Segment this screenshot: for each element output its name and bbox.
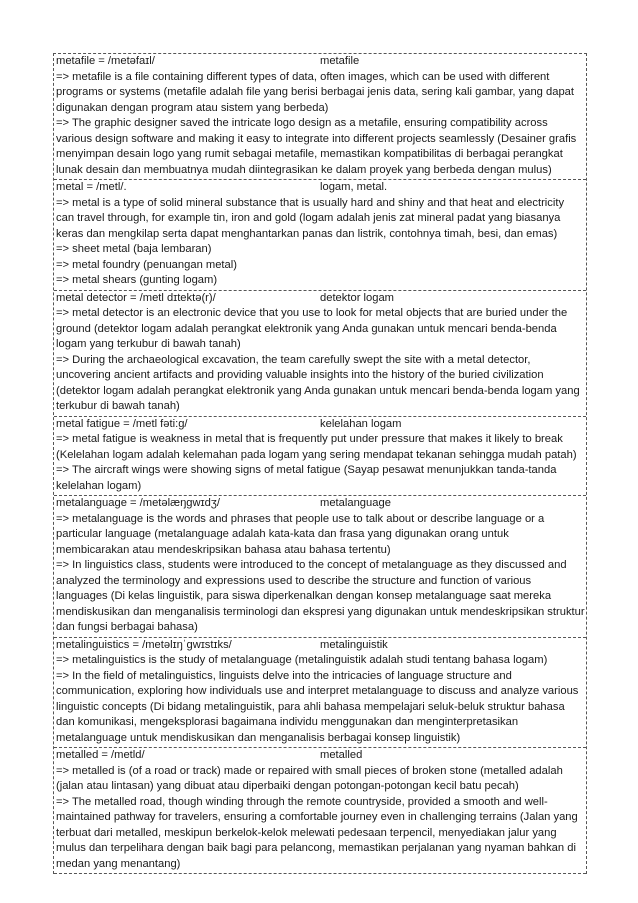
entry-pronunciation: metal detector = /metl dɪtektə(r)/	[56, 291, 216, 304]
entry-pronunciation: metafile = /metəfaɪl/	[56, 55, 155, 67]
entry-translation: logam, metal.	[320, 181, 388, 193]
dictionary-entry	[54, 180, 586, 291]
entry-pronunciation: metalled = /metld/	[56, 749, 145, 761]
dictionary-entry	[54, 291, 586, 417]
entry-header	[56, 180, 585, 196]
entry-line: => metalinguistics is the study of metalanguage (metalinguistik adalah studi tentang bahasa logam)	[56, 654, 548, 666]
entry-header	[56, 638, 585, 654]
entry-pronunciation: metalinguistics = /metəlɪŋˈgwɪstɪks/	[56, 638, 232, 651]
entry-line: => metal detector is an electronic device that you use to look for metal objects that are buried under the ground (detektor logam adalah perangkat elektronik yang Anda gunakan untuk mencari benda-benda logam yang terkubur di bawah tanah)	[56, 307, 568, 350]
entry-line: => metal is a type of solid mineral substance that is usually hard and shiny and that heat and electricity can travel through, for example tin, iron and gold (logam adalah jenis zat mineral padat yang biasanya keras dan mengkilap serta dapat menghantarkan panas dan listrik, contohnya timah, besi, dan emas)	[56, 196, 565, 240]
entry-header	[56, 496, 585, 512]
dictionary-entry	[54, 54, 586, 180]
entry-line: => The metalled road, though winding through the remote countryside, provided a smooth and well-maintained pathway for travelers, ensuring a comfortable journey even in challenging terrains (Jalan yang terbuat dari metalled, meskipun berkelok-kelok melewati pedesaan terpencil, menyediakan jalur yang mulus dan terpelihara dengan baik bagi para pelancong, memastikan perjalanan yang nyaman bahkan di medan yang menantang)	[56, 795, 578, 870]
entry-line: => metal foundry (penuangan metal)	[56, 258, 237, 271]
entry-pronunciation: metalanguage = /metəlæŋgwɪdʒ/	[56, 497, 221, 509]
entry-line: => metalanguage is the words and phrases that people use to talk about or describe language or a particular language (metalanguage adalah kata-kata dan frasa yang digunakan orang untuk membicarakan atau mendeskripsikan bahasa atau bahasa tertentu)	[56, 512, 545, 556]
entry-translation: kelelahan logam	[320, 417, 402, 430]
entry-line: => sheet metal (baja lembaran)	[56, 243, 212, 255]
dictionary-page	[53, 53, 587, 874]
dictionary-entry	[54, 417, 586, 497]
entry-header	[56, 54, 585, 70]
dictionary-entry	[54, 748, 586, 874]
entry-line: => metalled is (of a road or track) made or repaired with small pieces of broken stone (metalled adalah (jalan atau lintasan) yang dibuat atau diperbaiki dengan potongan-potongan kecil batu pecah)	[56, 764, 563, 792]
entry-line: => In linguistics class, students were introduced to the concept of metalanguage as they discussed and analyzed the terminology and expressions used to describe the structure and function of various languages (Di kelas linguistik, para siswa diperkenalkan dengan konsep metalanguage saat mereka mendiskusikan dan menganalisis terminologi dan ekspresi yang digunakan untuk mendeskripsikan struktur dan fungsi berbagai bahasa)	[56, 559, 585, 633]
entry-line: => During the archaeological excavation, the team carefully swept the site with a metal detector, uncovering ancient artifacts and providing valuable insights into the history of the buried civilization (detektor logam adalah perangkat elektronik yang Anda gunakan untuk mencari benda-benda logam yang terkubur di bawah tanah)	[56, 353, 580, 412]
entry-line: => metal fatigue is weakness in metal that is frequently put under pressure that makes it likely to break (Kelelahan logam adalah kelemahan pada logam yang sering mendapat tekanan sehingga mudah patah)	[56, 433, 577, 461]
entry-line: => metafile is a file containing different types of data, often images, which can be used with different programs or systems (metafile adalah file yang berisi berbagai jenis data, sering kali gambar, yang dapat digunakan dengan program atau sistem yang berbeda)	[56, 70, 575, 114]
entry-header	[56, 748, 585, 764]
dictionary-entry	[54, 496, 586, 638]
entry-line: => The aircraft wings were showing signs of metal fatigue (Sayap pesawat menunjukkan tanda-tanda kelelahan logam)	[56, 464, 557, 492]
entry-translation: metalinguistik	[320, 638, 388, 651]
entry-line: => metal shears (gunting logam)	[56, 274, 218, 286]
entry-header	[56, 291, 585, 307]
entry-translation: metalanguage	[320, 497, 391, 509]
entry-header	[56, 417, 585, 433]
entry-pronunciation: metal = /metl/.	[56, 181, 127, 193]
entry-line: => The graphic designer saved the intricate logo design as a metafile, ensuring compatibility across various design software and making it easy to integrate into different projects seamlessly (Desainer grafis menyimpan desain logo yang rumit sebagai metafile, memastikan kompatibilitas di berbagai perangkat lunak desain dan membuatnya mudah diintegrasikan ke dalam proyek yang berbeda dengan mulus)	[56, 117, 577, 176]
entry-translation: metafile	[320, 55, 360, 67]
entry-pronunciation: metal fatigue = /metl fəti:g/	[56, 417, 188, 430]
dictionary-entry	[54, 638, 586, 749]
entry-line: => In the field of metalinguistics, linguists delve into the intricacies of language structure and communication, exploring how individuals use and interpret metalanguage to discuss and analyze various linguistic concepts (Di bidang metalinguistik, para ahli bahasa mempelajari seluk-beluk struktur bahasa dan komunikasi, mengeksplorasi bagaimana individu menggunakan dan menginterpretasikan metalanguage untuk mendiskusikan dan menganalisis berbagai konsep linguistik)	[56, 669, 579, 744]
entry-translation: metalled	[320, 749, 363, 761]
entry-translation: detektor logam	[320, 291, 395, 304]
